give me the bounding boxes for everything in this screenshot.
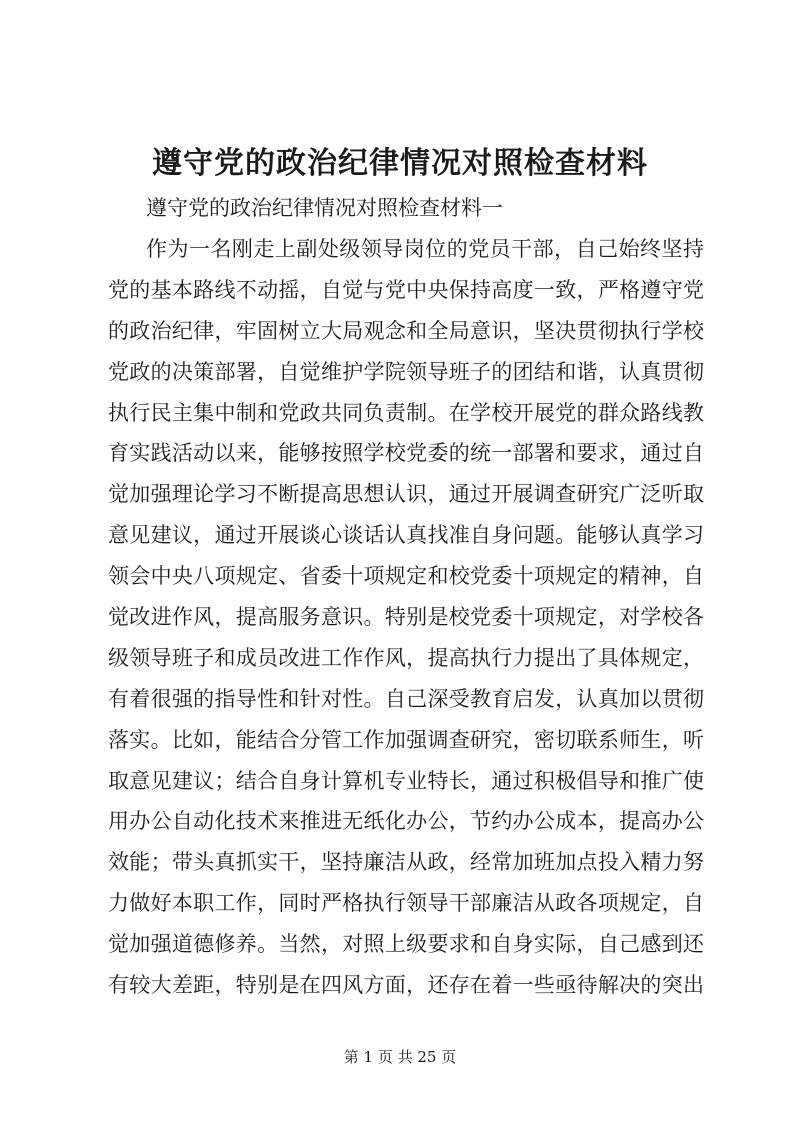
body-line: 作为一名刚走上副处级领导岗位的党员干部，自己始终坚持 xyxy=(146,237,704,261)
body-line: 党政的决策部署，自觉维护学院领导班子的团结和谐，认真贯彻 xyxy=(108,359,704,384)
body-line: 育实践活动以来，能够按照学校党委的统一部署和要求，通过自 xyxy=(108,441,704,466)
body-line: 落实。比如，能结合分管工作加强调查研究，密切联系师生，听 xyxy=(108,727,704,752)
body-line: 意见建议，通过开展谈心谈话认真找准自身问题。能够认真学习 xyxy=(108,523,704,548)
document-subtitle: 遵守党的政治纪律情况对照检查材料一 xyxy=(146,196,503,220)
body-line: 觉加强道德修养。当然，对照上级要求和自身实际，自己感到还 xyxy=(108,932,704,957)
body-line: 效能；带头真抓实干，坚持廉洁从政，经常加班加点投入精力努 xyxy=(108,850,704,875)
body-line: 取意见建议；结合自身计算机专业特长，通过积极倡导和推广使 xyxy=(108,768,704,793)
body-line: 的政治纪律，牢固树立大局观念和全局意识，坚决贯彻执行学校 xyxy=(108,318,704,343)
document-title: 遵守党的政治纪律情况对照检查材料 xyxy=(152,146,648,181)
body-line: 有较大差距，特别是在四风方面，还存在着一些亟待解决的突出 xyxy=(108,973,704,998)
body-line: 执行民主集中制和党政共同负责制。在学校开展党的群众路线教 xyxy=(108,400,704,425)
body-line: 党的基本路线不动摇，自觉与党中央保持高度一致，严格遵守党 xyxy=(108,277,704,302)
body-line: 领会中央八项规定、省委十项规定和校党委十项规定的精神，自 xyxy=(108,564,704,589)
body-line: 级领导班子和成员改进工作作风，提高执行力提出了具体规定， xyxy=(108,645,704,670)
body-line: 觉加强理论学习不断提高思想认识，通过开展调查研究广泛听取 xyxy=(108,482,704,507)
body-line: 力做好本职工作，同时严格执行领导干部廉洁从政各项规定，自 xyxy=(108,891,704,916)
body-text xyxy=(108,229,704,1006)
page-number: 第 1 页 共 25 页 xyxy=(343,1048,457,1066)
body-line: 用办公自动化技术来推进无纸化办公，节约办公成本，提高办公 xyxy=(108,809,704,834)
body-line: 觉改进作风，提高服务意识。特别是校党委十项规定，对学校各 xyxy=(108,605,704,630)
body-line: 有着很强的指导性和针对性。自己深受教育启发，认真加以贯彻 xyxy=(108,686,704,711)
